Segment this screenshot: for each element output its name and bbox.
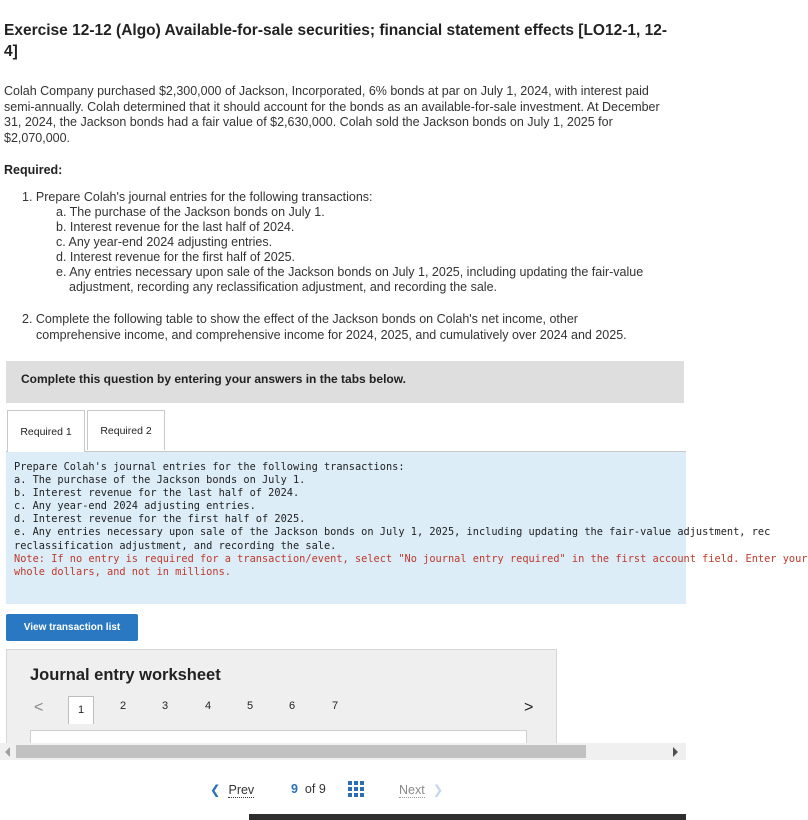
worksheet-prev-arrow-icon[interactable]: <	[34, 699, 44, 716]
required-label: Required:	[4, 163, 63, 177]
scroll-thumb[interactable]	[16, 745, 586, 758]
instruction-banner	[6, 361, 684, 403]
requirement-2-line-1: 2. Complete the following table to show the effect of the Jackson bonds on Colah's net income, other	[22, 312, 578, 326]
scroll-left-icon[interactable]	[5, 747, 10, 757]
panel-note: Note: If no entry is required for a transaction/event, select "No journal entry required" in the first account field. Enter your	[14, 552, 808, 565]
prev-button[interactable]	[210, 782, 254, 797]
next-label: Next	[399, 783, 425, 797]
worksheet-page-2[interactable]: 2	[119, 700, 127, 712]
worksheet-title: Journal entry worksheet	[30, 666, 221, 684]
page-title: Exercise 12-12 (Algo) Available-for-sale securities; financial statement effects [LO12-1, 12-4]	[4, 22, 668, 60]
worksheet-page-7[interactable]: 7	[331, 700, 339, 712]
requirement-1-item-e: e. Any entries necessary upon sale of the Jackson bonds on July 1, 2025, including updating the fair-value	[56, 265, 644, 279]
instructions-panel	[6, 451, 808, 604]
panel-line: Prepare Colah's journal entries for the following transactions:	[14, 461, 405, 473]
chevron-right-icon: ❯	[432, 783, 444, 797]
page-of-label: of	[304, 782, 316, 796]
panel-note-continued: whole dollars, and not in millions.	[14, 565, 231, 578]
panel-line: b. Interest revenue for the last half of 2024.	[14, 487, 300, 500]
requirement-2-line-2: comprehensive income, and comprehensive income for 2024, 2025, and cumulatively over 2024 and 2025.	[36, 327, 627, 342]
panel-line: c. Any year-end 2024 adjusting entries.	[14, 500, 256, 513]
scroll-right-icon[interactable]	[673, 747, 678, 757]
prev-label: Prev	[228, 783, 255, 797]
panel-line: e. Any entries necessary upon sale of the Jackson bonds on July 1, 2025, including updating the fair-value adjustment, rec	[14, 526, 771, 539]
instruction-banner-text: Complete this question by entering your answers in the tabs below.	[21, 372, 406, 386]
grid-icon[interactable]	[348, 781, 364, 797]
requirement-1-item-b: b. Interest revenue for the last half of 2024.	[56, 220, 295, 234]
worksheet-page-4[interactable]: 4	[204, 700, 212, 712]
worksheet-page-5[interactable]: 5	[246, 700, 254, 712]
requirement-1	[22, 190, 682, 295]
requirement-1-item-d: d. Interest revenue for the first half of 2025.	[56, 250, 296, 264]
panel-line: reclassification adjustment, and recording the sale.	[14, 539, 337, 552]
journal-entry-worksheet	[6, 649, 557, 744]
chevron-left-icon: ❮	[210, 783, 221, 797]
problem-intro: Colah Company purchased $2,300,000 of Jackson, Incorporated, 6% bonds at par on July 1, 2024, with interest paid semi-annually. Colah determined that it should account for the bonds as an available-for-sale investment. At December 31, 2024, the Jackson bonds had a fair value of $2,630,000. Colah sold the Jackson bonds on July 1, 2025 for $2,070,000.	[4, 84, 660, 145]
tab-required-1[interactable]: Required 1	[7, 410, 85, 452]
bottom-bar	[249, 814, 686, 820]
worksheet-page-6[interactable]: 6	[288, 700, 296, 712]
horizontal-scrollbar[interactable]	[0, 743, 686, 760]
tab-required-2[interactable]: Required 2	[87, 410, 165, 450]
requirement-2	[22, 312, 682, 343]
worksheet-next-arrow-icon[interactable]: >	[524, 699, 534, 716]
worksheet-page-1[interactable]: 1	[68, 696, 94, 724]
total-pages: 9	[318, 782, 326, 796]
requirement-1-item-e-continued: adjustment, recording any reclassification adjustment, and recording the sale.	[69, 280, 498, 294]
panel-line: a. The purchase of the Jackson bonds on July 1.	[14, 474, 306, 487]
page-indicator	[291, 782, 326, 796]
worksheet-page-3[interactable]: 3	[161, 700, 169, 712]
requirement-1-item-c: c. Any year-end 2024 adjusting entries.	[56, 235, 273, 249]
view-transaction-list-button[interactable]: View transaction list	[6, 614, 138, 641]
requirement-1-lead: 1. Prepare Colah's journal entries for the following transactions:	[22, 190, 373, 204]
requirement-1-item-a: a. The purchase of the Jackson bonds on July 1.	[56, 205, 325, 219]
panel-line: d. Interest revenue for the first half of 2025.	[14, 513, 306, 526]
next-button[interactable]	[399, 782, 443, 797]
current-page: 9	[291, 782, 298, 796]
